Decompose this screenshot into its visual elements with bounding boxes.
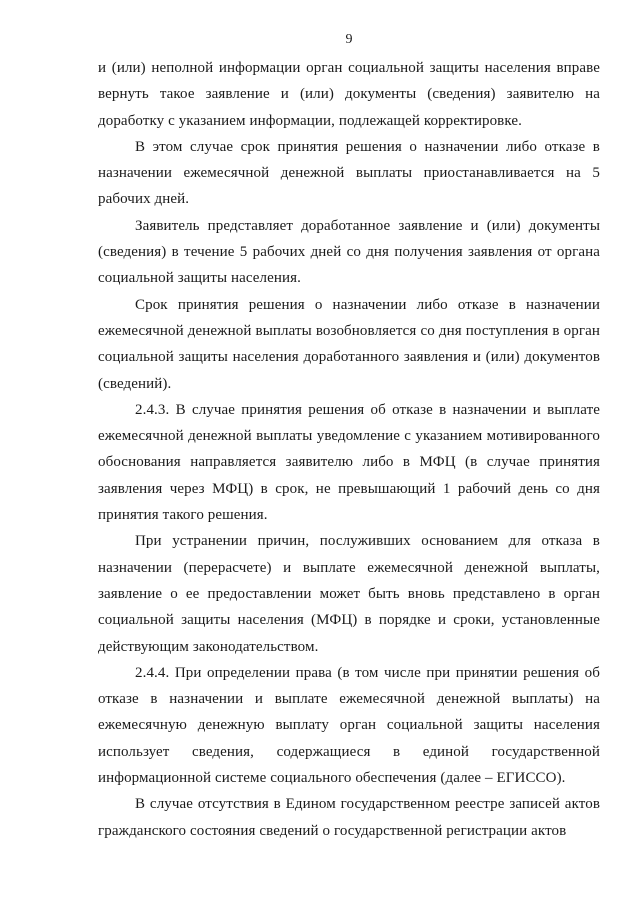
paragraph-resubmission: При устранении причин, послуживших основанием для отказа в назначении (перерасчете) и выплате ежемесячной денежной выплаты, заявление о ее предоставлении может быть вновь представлено в орган социальной защиты населения (МФЦ) в порядке и сроки, установленные действующим законодательством. [98, 533, 600, 655]
paragraph-continuation: и (или) неполной информации орган социальной защиты населения вправе вернуть такое заявление и (или) документы (сведения) заявителю на доработку с указанием информации, подлежащей корректировке. [98, 60, 600, 129]
page-number: 9 [345, 32, 353, 47]
paragraph-2-4-4: 2.4.4. При определении права (в том числе при принятии решения об отказе в назначении и выплате ежемесячной денежной выплаты) на ежемесячную денежную выплату орган социальной защиты населения использует сведения, содержащиеся в единой государственной информационной системе социального обеспечения (далее – ЕГИССО). [98, 664, 600, 787]
paragraph-registry-absence: В случае отсутствия в Едином государственном реестре записей актов гражданского состояния сведений о государственной регистрации актов [98, 796, 600, 839]
paragraph-applicant-resubmits: Заявитель представляет доработанное заявление и (или) документы (сведения) в течение 5 рабочих дней со дня получения заявления от органа социальной защиты населения. [98, 217, 600, 287]
paragraph-suspension: В этом случае срок принятия решения о назначении либо отказе в назначении ежемесячной денежной выплаты приостанавливается на 5 рабочих дней. [98, 138, 600, 208]
paragraph-2-4-3: 2.4.3. В случае принятия решения об отказе в назначении и выплате ежемесячной денежной выплаты уведомление с указанием мотивированного обоснования направляется заявителю либо в МФЦ (в случае принятия заявления через МФЦ) в срок, не превышающий 1 рабочий день со дня принятия такого решения. [98, 401, 600, 524]
paragraph-term-resumes: Срок принятия решения о назначении либо отказе в назначении ежемесячной денежной выплаты возобновляется со дня поступления в орган социальной защиты населения доработанного заявления и (или) документов (сведений). [98, 296, 600, 392]
